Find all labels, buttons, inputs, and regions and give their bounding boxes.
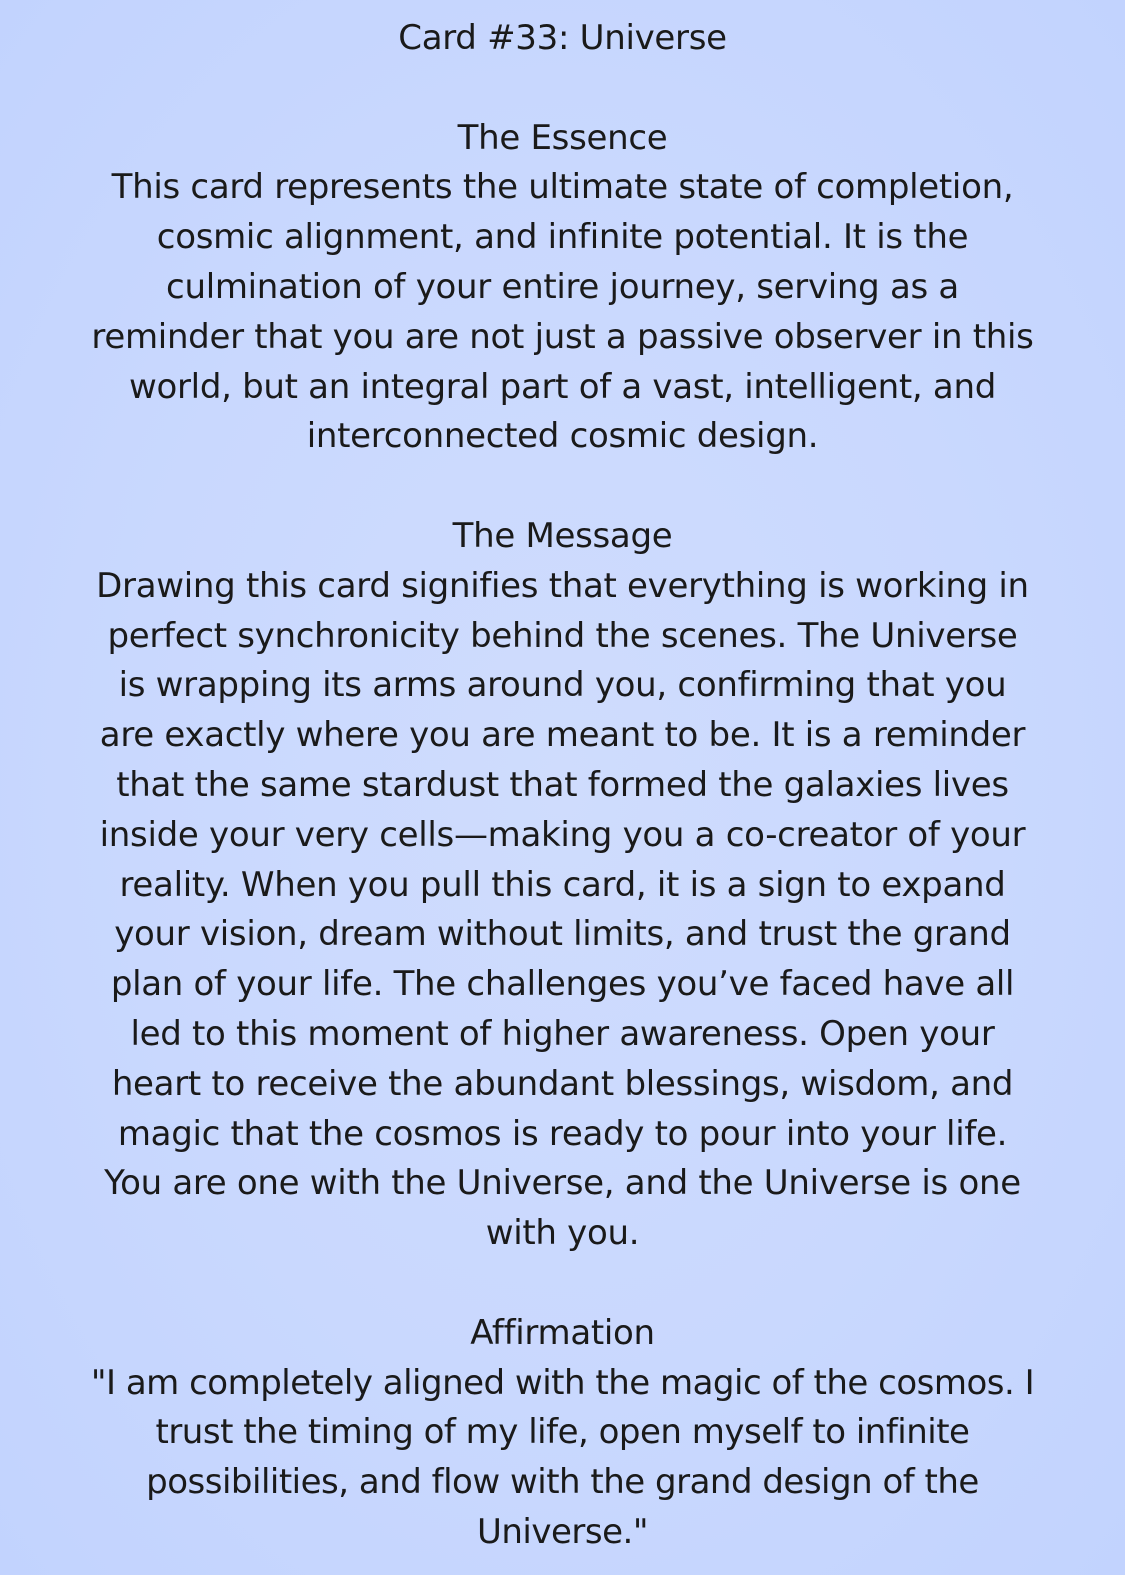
message-line: reality. When you pull this card, it is a sign to expand — [119, 864, 1006, 905]
message-line: with you. — [485, 1213, 640, 1254]
essence-line: This card represents the ultimate state of completion, — [111, 167, 1014, 208]
essence-line: world, but an integral part of a vast, intelligent, and — [128, 366, 996, 407]
essence-section — [60, 114, 1065, 463]
essence-line: reminder that you are not just a passive observer in this — [91, 316, 1034, 357]
message-line: are exactly where you are meant to be. It is a reminder — [99, 715, 1026, 756]
essence-line: culmination of your entire journey, serving as a — [166, 266, 959, 307]
message-line: heart to receive the abundant blessings, wisdom, and — [111, 1063, 1014, 1104]
message-section — [60, 512, 1065, 1259]
message-line: Drawing this card signifies that everything is working in — [96, 565, 1029, 606]
affirmation-line: trust the timing of my life, open myself to infinite — [155, 1412, 970, 1453]
affirmation-section — [60, 1309, 1065, 1558]
message-line: inside your very cells—making you a co-creator of your — [99, 814, 1026, 855]
message-line: led to this moment of higher awareness. Open your — [130, 1013, 995, 1054]
affirmation-line: "I am completely aligned with the magic of the cosmos. I — [90, 1362, 1035, 1403]
message-line: plan of your life. The challenges you’ve faced have all — [110, 964, 1015, 1005]
essence-heading: The Essence — [457, 117, 668, 158]
message-line: your vision, dream without limits, and trust the grand — [114, 914, 1011, 955]
essence-line: interconnected cosmic design. — [306, 416, 819, 457]
message-line: that the same stardust that formed the galaxies lives — [116, 764, 1009, 805]
message-line: is wrapping its arms around you, confirming that you — [118, 665, 1007, 706]
message-line: perfect synchronicity behind the scenes. The Universe — [107, 615, 1018, 656]
message-line: You are one with the Universe, and the Universe is one — [104, 1163, 1021, 1204]
message-heading: The Message — [452, 515, 673, 556]
message-text — [60, 562, 1065, 1259]
essence-line: cosmic alignment, and infinite potential. It is the — [156, 217, 969, 258]
essence-text — [60, 163, 1065, 462]
affirmation-text — [60, 1359, 1065, 1558]
message-line: magic that the cosmos is ready to pour into your life. — [117, 1113, 1008, 1154]
affirmation-line: possibilities, and flow with the grand design of the — [146, 1462, 979, 1503]
affirmation-line: Universe." — [477, 1511, 648, 1552]
affirmation-heading: Affirmation — [470, 1312, 655, 1353]
card-title: Card #33: Universe — [398, 18, 727, 58]
